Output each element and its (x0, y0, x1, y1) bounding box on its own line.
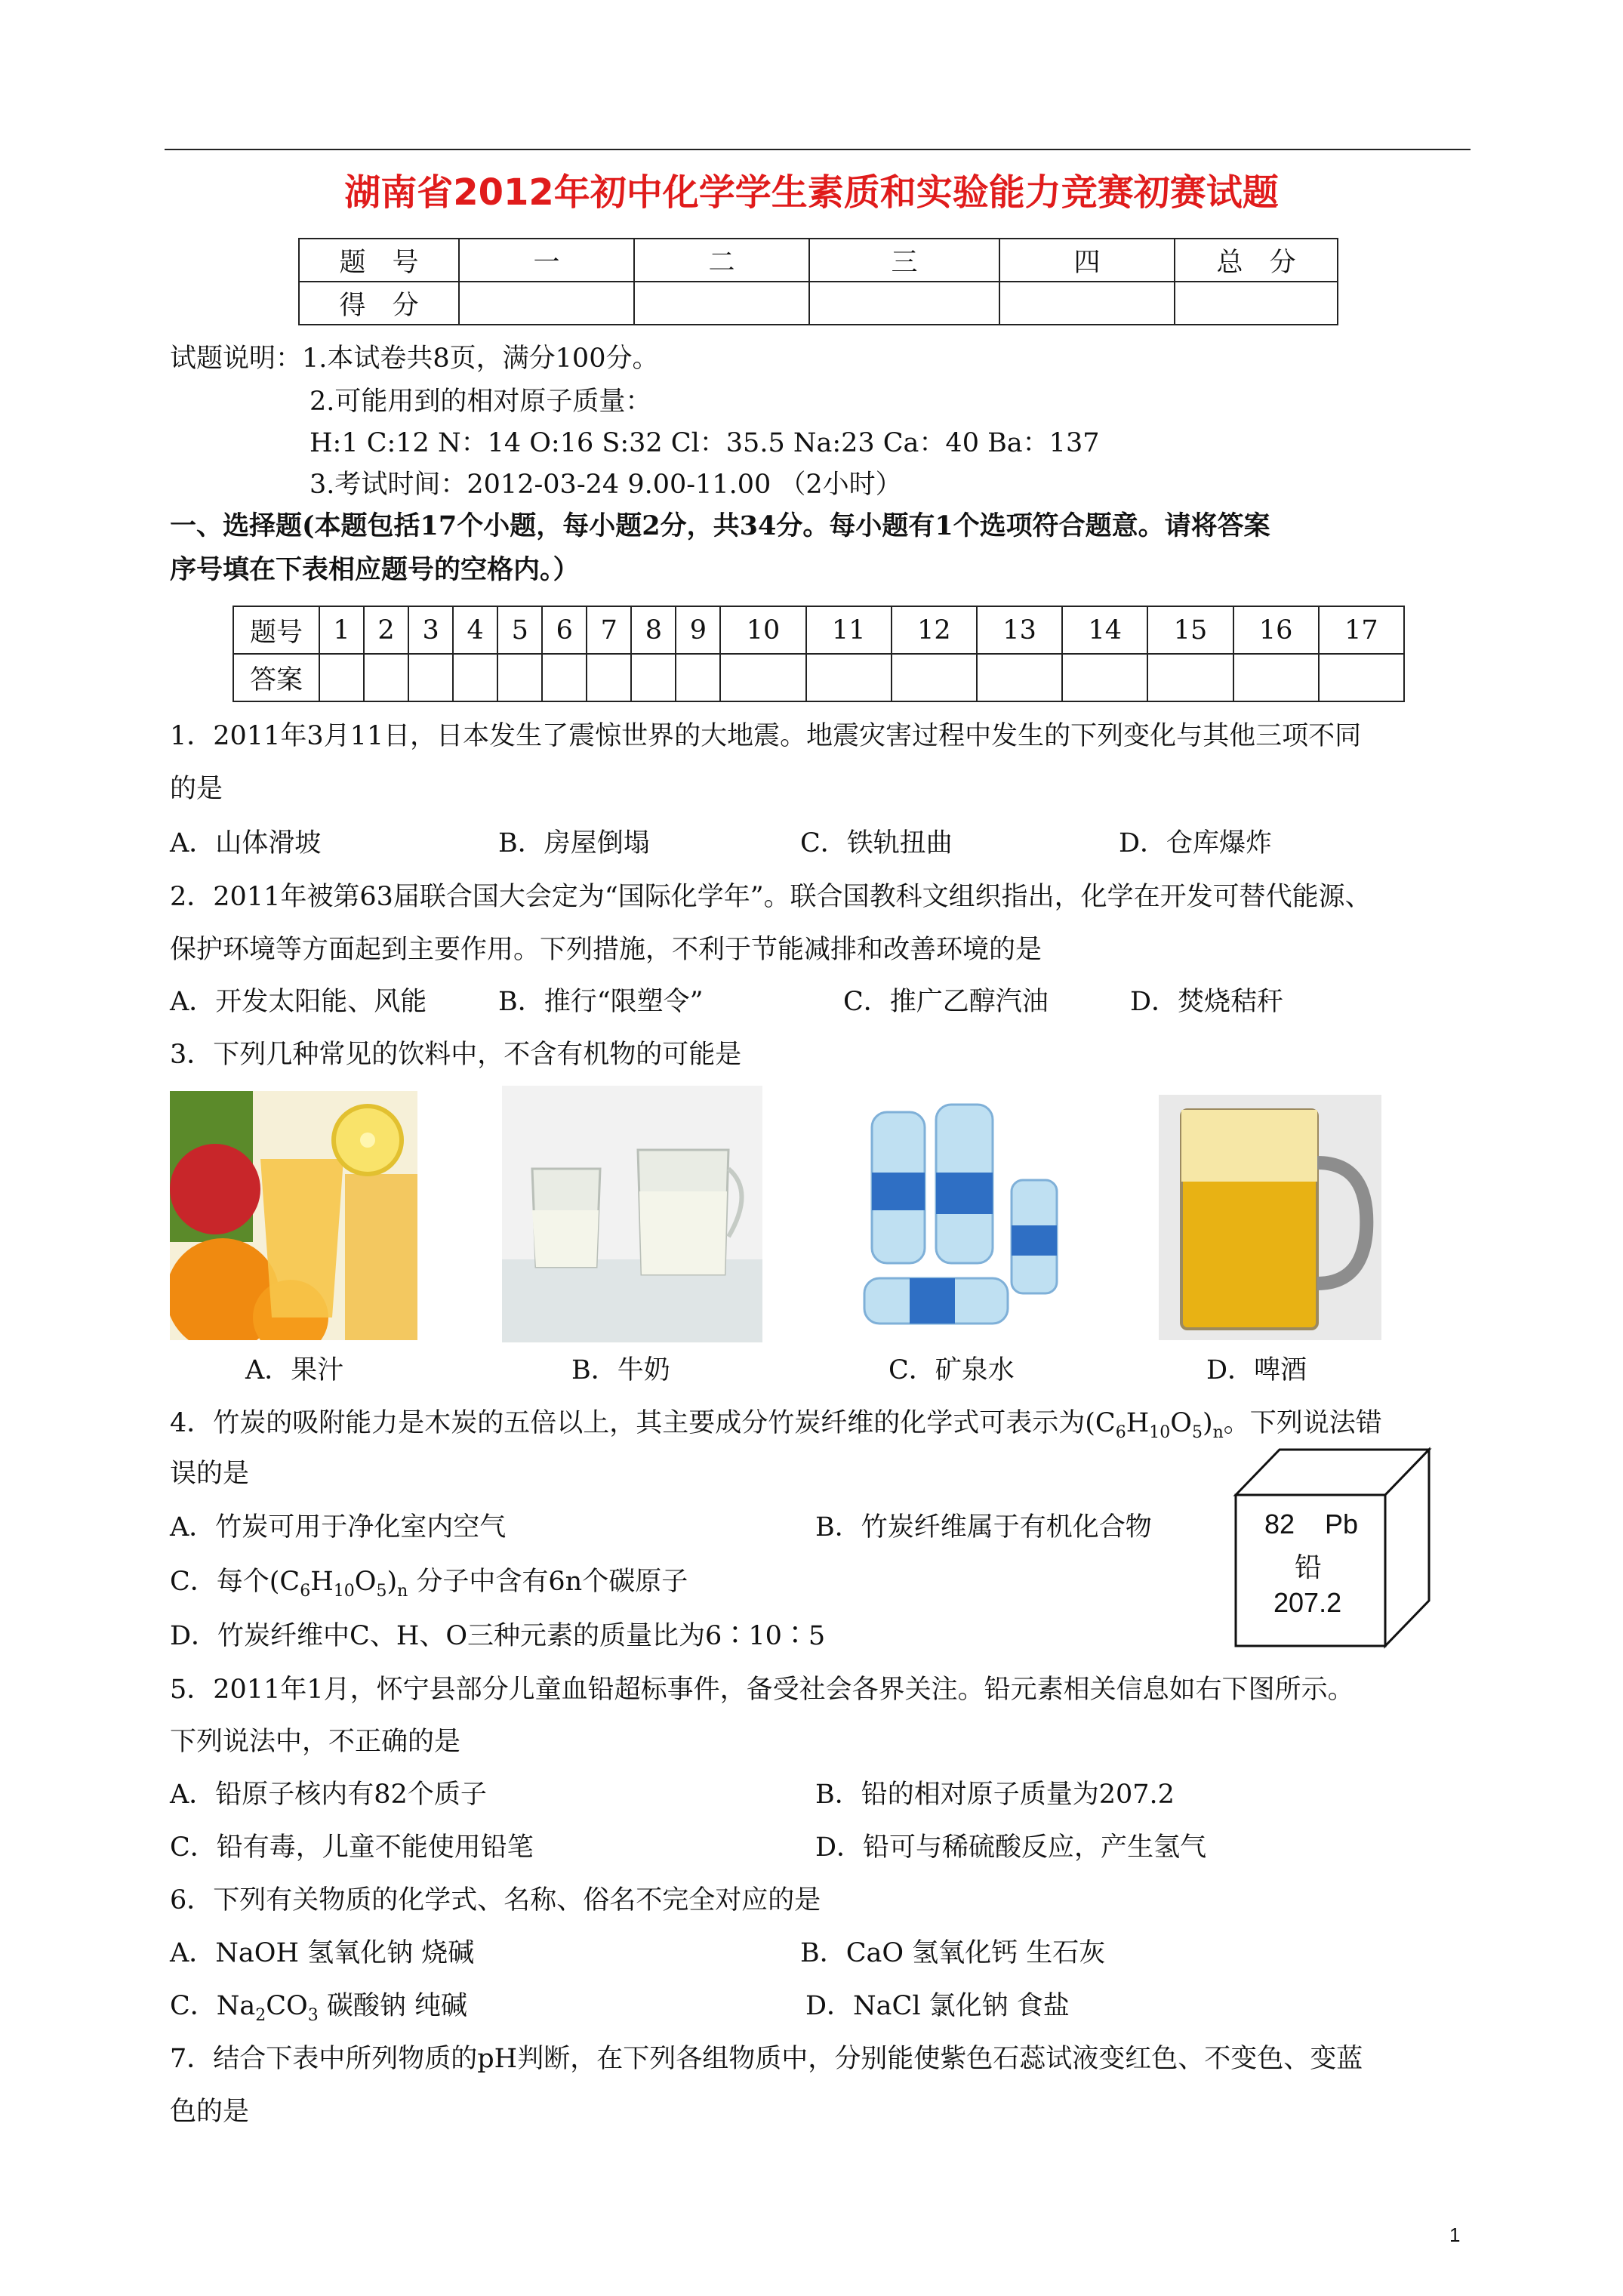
answer-input-cell[interactable] (676, 654, 720, 701)
subscript: 3 (307, 2006, 319, 2025)
score-header-cell: 四 (999, 239, 1175, 282)
page-number: 1 (1449, 2224, 1461, 2246)
option-b[interactable]: B．房屋倒塌 (498, 828, 650, 858)
question-1-stem: 的是 (170, 774, 223, 804)
question-2-stem: 保护环境等方面起到主要作用。下列措施，不利于节能减排和改善环境的是 (170, 935, 1042, 965)
answer-number-cell: 13 (977, 606, 1062, 654)
answer-input-cell[interactable] (631, 654, 676, 701)
section-heading: 序号填在下表相应题号的空格内。） (170, 554, 580, 585)
score-input-cell[interactable] (999, 282, 1175, 325)
answer-number-cell: 15 (1147, 606, 1233, 654)
option-b[interactable]: B．CaO 氢氧化钙 生石灰 (800, 1938, 1106, 1968)
note-line: 试题说明：1.本试卷共8页，满分100分。 (170, 344, 659, 374)
formula-part: CO (266, 1991, 308, 2021)
question-5-stem: 下列说法中，不正确的是 (170, 1727, 461, 1757)
answer-number-cell: 6 (542, 606, 587, 654)
option-c[interactable]: C．推广乙醇汽油 (843, 987, 1049, 1017)
question-2-stem: 2．2011年被第63届联合国大会定为“国际化学年”。联合国教科文组织指出，化学在开发可替代能源、 (170, 882, 1372, 912)
element-name: 铅 (1295, 1552, 1323, 1583)
question-1-stem: 1．2011年3月11日，日本发生了震惊世界的大地震。地震灾害过程中发生的下列变化与其他三项不同 (170, 721, 1362, 751)
option-a[interactable]: A．NaOH 氢氧化钠 烧碱 (170, 1938, 475, 1968)
answer-number-cell: 14 (1062, 606, 1147, 654)
answer-table (233, 606, 1405, 702)
answer-input-cell[interactable] (720, 654, 805, 701)
milk-image (502, 1086, 762, 1342)
answer-input-cell[interactable] (1147, 654, 1233, 701)
answer-number-cell: 11 (806, 606, 892, 654)
section-heading: 一、选择题(本题包括17个小题，每小题2分，共34分。每小题有1个选项符合题意。请将答案 (170, 510, 1270, 541)
formula-part: H (1126, 1408, 1150, 1438)
option-b[interactable]: B．铅的相对原子质量为207.2 (815, 1780, 1175, 1810)
answer-number-cell: 2 (364, 606, 408, 654)
option-c[interactable] (170, 1567, 688, 1607)
score-input-cell[interactable] (809, 282, 999, 325)
atomic-mass: 207.2 (1273, 1587, 1342, 1618)
subscript: 10 (333, 1582, 355, 1601)
note-line: 2.可能用到的相对原子质量： (310, 387, 652, 417)
answer-number-cell: 8 (631, 606, 676, 654)
answer-number-cell: 7 (587, 606, 631, 654)
answer-header-label: 题号 (233, 606, 319, 654)
score-header-cell: 题 号 (299, 239, 459, 282)
answer-input-cell[interactable] (977, 654, 1062, 701)
score-table (298, 238, 1338, 325)
answer-number-cell: 1 (319, 606, 364, 654)
answer-number-cell: 9 (676, 606, 720, 654)
answer-input-cell[interactable] (542, 654, 587, 701)
answer-number-cell: 17 (1319, 606, 1404, 654)
option-d[interactable]: D．NaCl 氯化钠 食盐 (805, 1991, 1070, 2021)
answer-input-cell[interactable] (1062, 654, 1147, 701)
element-symbol: Pb (1325, 1509, 1359, 1539)
option-text: C．每个(C (170, 1567, 300, 1597)
option-c[interactable]: C．矿泉水 (888, 1355, 1015, 1385)
answer-input-cell[interactable] (1233, 654, 1319, 701)
option-a[interactable]: A．铅原子核内有82个质子 (170, 1780, 487, 1810)
score-row-label: 得 分 (299, 282, 459, 325)
answer-number-cell: 16 (1233, 606, 1319, 654)
option-d[interactable]: D．铅可与稀硫酸反应，产生氢气 (815, 1832, 1207, 1863)
answer-input-cell[interactable] (1319, 654, 1404, 701)
answer-input-cell[interactable] (408, 654, 453, 701)
question-4-stem: 误的是 (170, 1459, 250, 1489)
top-rule (165, 149, 1471, 150)
formula-part: H (310, 1567, 334, 1597)
answer-row-label: 答案 (233, 654, 319, 701)
option-text: C．Na (170, 1991, 256, 2021)
answer-input-cell[interactable] (806, 654, 892, 701)
subscript: 6 (1115, 1423, 1126, 1442)
subscript: n (1212, 1423, 1224, 1442)
option-a[interactable]: A．开发太阳能、风能 (170, 987, 427, 1017)
subscript: 2 (255, 2006, 266, 2025)
option-text: 分子中含有6n个碳原子 (408, 1567, 688, 1597)
option-b[interactable]: B．竹炭纤维属于有机化合物 (815, 1512, 1152, 1542)
note-line: 3.考试时间：2012-03-24 9.00-11.00 （2小时） (310, 470, 902, 500)
answer-number-cell: 10 (720, 606, 805, 654)
answer-number-cell: 5 (497, 606, 542, 654)
option-a[interactable]: A．果汁 (245, 1355, 344, 1385)
question-6-stem: 6．下列有关物质的化学式、名称、俗名不完全对应的是 (170, 1885, 821, 1915)
option-d[interactable]: D．仓库爆炸 (1119, 828, 1273, 858)
formula-part: O (1170, 1408, 1192, 1438)
answer-number-cell: 3 (408, 606, 453, 654)
option-b[interactable]: B．牛奶 (571, 1355, 670, 1385)
formula-part: O (354, 1567, 377, 1597)
subscript: 5 (1191, 1423, 1203, 1442)
answer-input-cell[interactable] (453, 654, 497, 701)
option-a[interactable]: A．竹炭可用于净化室内空气 (170, 1512, 507, 1542)
score-input-cell[interactable] (459, 282, 634, 325)
option-d[interactable]: D．啤酒 (1206, 1355, 1307, 1385)
mineral-water-image (849, 1089, 1087, 1340)
atomic-number: 82 (1264, 1509, 1295, 1539)
option-c[interactable]: C．铁轨扭曲 (800, 828, 953, 858)
option-d[interactable]: D．焚烧秸秆 (1130, 987, 1284, 1017)
score-header-cell: 一 (459, 239, 634, 282)
note-line: H:1 C:12 N：14 O:16 S:32 Cl：35.5 Na:23 Ca：40 Ba：137 (310, 428, 1100, 458)
question-5-stem: 5．2011年1月，怀宁县部分儿童血铅超标事件，备受社会各界关注。铅元素相关信息如右下图所示。 (170, 1675, 1354, 1705)
option-text: 碳酸钠 纯碱 (318, 1991, 468, 2021)
question-3-stem: 3．下列几种常见的饮料中，不含有机物的可能是 (170, 1040, 742, 1070)
beer-image (1159, 1095, 1381, 1340)
answer-input-cell[interactable] (587, 654, 631, 701)
answer-input-cell[interactable] (319, 654, 364, 701)
score-input-cell[interactable] (1175, 282, 1338, 325)
option-c[interactable] (170, 1991, 467, 2031)
score-input-cell[interactable] (634, 282, 809, 325)
score-header-cell: 二 (634, 239, 809, 282)
option-d[interactable]: D．竹炭纤维中C、H、O三种元素的质量比为6∶10∶5 (170, 1621, 826, 1651)
question-4-text: 。下列说法错 (1223, 1408, 1382, 1438)
lead-element-card (1227, 1442, 1438, 1653)
question-7-stem: 7．结合下表中所列物质的pH判断，在下列各组物质中，分别能使紫色石蕊试液变红色、不变色、变蓝 (170, 2044, 1363, 2074)
formula-part: ) (387, 1567, 398, 1597)
question-4-text: 4．竹炭的吸附能力是木炭的五倍以上，其主要成分竹炭纤维的化学式可表示为(C (170, 1408, 1116, 1438)
subscript: n (397, 1582, 408, 1601)
juice-image (170, 1091, 417, 1340)
question-4-stem (170, 1408, 1382, 1448)
formula-part: ) (1202, 1408, 1213, 1438)
subscript: 5 (376, 1582, 387, 1601)
page-title: 湖南省2012年初中化学学生素质和实验能力竞赛初赛试题 (344, 171, 1279, 214)
answer-number-cell: 12 (892, 606, 977, 654)
answer-input-cell[interactable] (892, 654, 977, 701)
answer-input-cell[interactable] (497, 654, 542, 701)
answer-number-cell: 4 (453, 606, 497, 654)
answer-input-cell[interactable] (364, 654, 408, 701)
subscript: 10 (1149, 1423, 1171, 1442)
option-c[interactable]: C．铅有毒，儿童不能使用铅笔 (170, 1832, 534, 1863)
option-a[interactable]: A．山体滑坡 (170, 828, 322, 858)
score-header-cell: 三 (809, 239, 999, 282)
question-7-stem: 色的是 (170, 2097, 250, 2127)
option-b[interactable]: B．推行“限塑令” (498, 987, 704, 1017)
subscript: 6 (300, 1582, 311, 1601)
score-header-cell: 总 分 (1175, 239, 1338, 282)
